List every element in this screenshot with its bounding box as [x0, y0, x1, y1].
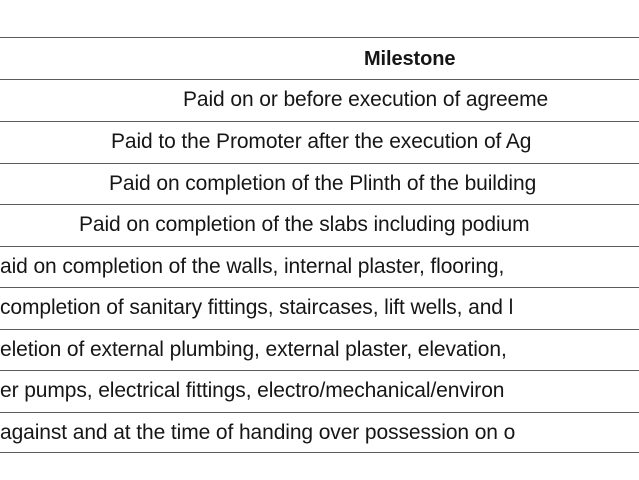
table-row: Paid on completion of the Plinth of the building	[109, 172, 537, 195]
row-divider	[0, 204, 639, 205]
row-divider	[0, 370, 639, 371]
row-divider	[0, 287, 639, 288]
table-row: Paid on completion of the slabs including podium	[79, 213, 530, 236]
table-row: Paid to the Promoter after the execution of Ag	[111, 130, 532, 153]
row-divider	[0, 163, 639, 164]
table-border-bottom	[0, 452, 639, 453]
table-row: against and at the time of handing over possession on o	[0, 421, 516, 444]
row-divider	[0, 121, 639, 122]
table-border-top	[0, 37, 639, 38]
table-row: completion of sanitary fittings, staircases, lift wells, and l	[0, 296, 514, 319]
row-divider	[0, 412, 639, 413]
row-divider	[0, 79, 639, 80]
table-row: Paid on or before execution of agreeme	[183, 88, 549, 111]
table-row: eletion of external plumbing, external plaster, elevation,	[0, 338, 507, 361]
row-divider	[0, 246, 639, 247]
row-divider	[0, 329, 639, 330]
table-row: aid on completion of the walls, internal plaster, flooring,	[0, 255, 505, 278]
table-row: er pumps, electrical fittings, electro/mechanical/environ	[0, 379, 505, 402]
milestone-header: Milestone	[364, 48, 456, 70]
